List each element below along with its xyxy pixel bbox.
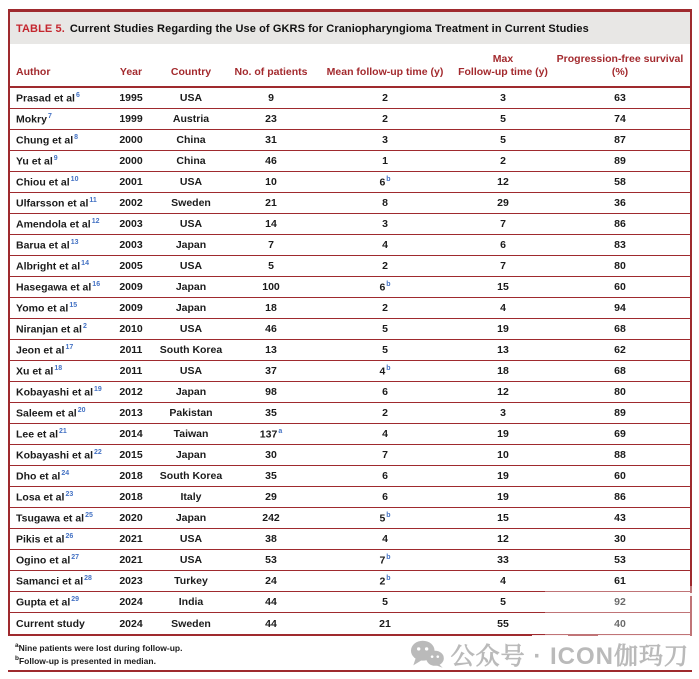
cell-pfs: 86 xyxy=(614,491,626,503)
table-row xyxy=(10,529,690,550)
cell-author: Lee et $al^{21}$ xyxy=(16,427,67,441)
table-row xyxy=(10,172,690,193)
cell-author: Chung et $al^8$ xyxy=(16,133,79,147)
cell-author: Samanci et $al^{28}$ xyxy=(16,574,92,588)
reference-superscript: 8 xyxy=(74,133,79,141)
table-header-row xyxy=(10,44,690,88)
cell-patients: 24 xyxy=(265,575,277,587)
cell-author: Xu et $al^{18}$ xyxy=(16,364,63,378)
table-row xyxy=(10,508,690,529)
cell-country: Sweden xyxy=(171,197,211,209)
cell-pfs: 94 xyxy=(614,302,626,314)
cell-country: Japan xyxy=(175,239,207,251)
cell-mean-followup: 6 xyxy=(382,386,388,398)
table-row xyxy=(10,613,690,634)
cell-author: Kobayashi et $al^{19}$ xyxy=(16,385,102,399)
cell-year: 2002 xyxy=(119,197,143,209)
cell-country: Taiwan xyxy=(173,428,209,440)
cell-year: 2021 xyxy=(119,533,143,545)
cell-mean-followup: 1 xyxy=(382,155,388,167)
reference-superscript: 24 xyxy=(61,469,70,477)
cell-mean-followup: 6 xyxy=(382,470,388,482)
cell-pfs: 62 xyxy=(614,344,626,356)
table-row xyxy=(10,298,690,319)
reference-superscript: 2 xyxy=(82,322,87,330)
table-row xyxy=(10,445,690,466)
reference-superscript: 27 xyxy=(71,553,80,561)
reference-superscript: 12 xyxy=(91,217,100,225)
cell-year: 2010 xyxy=(119,323,143,335)
cell-mean-followup: 6$^b$ xyxy=(379,280,391,294)
cell-pfs: 74 xyxy=(614,113,626,125)
cell-pfs: 43 xyxy=(614,512,626,524)
cell-author: Barua et $al^{13}$ xyxy=(16,238,79,252)
cell-pfs: 88 xyxy=(614,449,626,461)
cell-pfs: 30 xyxy=(614,533,626,545)
cell-mean-followup: 2 xyxy=(382,407,388,419)
cell-pfs: 69 xyxy=(614,428,626,440)
cell-max-followup: 55 xyxy=(497,617,509,630)
cell-patients: 46 xyxy=(265,155,277,167)
cell-mean-followup: 7$^b$ xyxy=(379,553,391,567)
cell-max-followup: 15 xyxy=(497,281,509,293)
footnote-b-superscript: b xyxy=(386,574,391,582)
cell-patients: 38 xyxy=(265,533,277,545)
table-row xyxy=(10,382,690,403)
cell-country: USA xyxy=(179,92,203,104)
cell-patients: 37 xyxy=(265,365,277,377)
cell-country: Japan xyxy=(175,302,207,314)
table-number: TABLE 5. xyxy=(16,23,65,35)
cell-year: 2012 xyxy=(119,386,143,398)
cell-patients: 13 xyxy=(265,344,277,356)
reference-superscript: 14 xyxy=(81,259,89,267)
cell-author: Saleem et $al^{20}$ xyxy=(16,406,86,420)
cell-pfs: 58 xyxy=(614,176,626,188)
cell-max-followup: 19 xyxy=(497,491,509,503)
cell-patients: 100 xyxy=(262,281,280,293)
cell-country: USA xyxy=(179,218,203,230)
cell-mean-followup: 3 xyxy=(382,134,388,146)
cell-author: Pikis et $al^{26}$ xyxy=(16,532,74,546)
cell-patients: 18 xyxy=(265,302,277,314)
table-row xyxy=(10,340,690,361)
footnote-a-superscript: a xyxy=(278,427,283,435)
cell-author: Dho et $al^{24}$ xyxy=(16,469,70,483)
reference-superscript: 22 xyxy=(94,448,102,456)
cell-author: Mokry$^7$ xyxy=(16,112,52,126)
reference-superscript: 20 xyxy=(77,406,86,414)
reference-superscript: 15 xyxy=(69,301,78,309)
cell-mean-followup: 2 xyxy=(382,302,388,314)
cell-max-followup: 4 xyxy=(500,575,506,587)
cell-country: Italy xyxy=(180,491,202,503)
cell-mean-followup: 6$^b$ xyxy=(379,175,391,189)
cell-max-followup: 19 xyxy=(497,428,509,440)
table-row xyxy=(10,256,690,277)
cell-author: Current study xyxy=(16,617,85,630)
cell-year: 2001 xyxy=(119,176,143,188)
cell-mean-followup: 2 xyxy=(382,92,388,104)
cell-country: Sweden xyxy=(171,617,211,630)
cell-country: South Korea xyxy=(159,344,223,356)
cell-mean-followup: 4 xyxy=(382,533,388,545)
table-row xyxy=(10,403,690,424)
cell-year: 2020 xyxy=(119,512,143,524)
cell-mean-followup: 4$^b$ xyxy=(379,364,391,378)
table-row xyxy=(10,487,690,508)
cell-max-followup: 12 xyxy=(497,533,509,545)
cell-mean-followup: 5$^b$ xyxy=(379,511,391,525)
cell-max-followup: 5 xyxy=(500,596,506,608)
cell-country: India xyxy=(178,596,204,608)
cell-country: Japan xyxy=(175,449,207,461)
table-row xyxy=(10,571,690,592)
cell-pfs: 60 xyxy=(614,281,626,293)
cell-author: Prasad et $al^6$ xyxy=(16,91,80,105)
table-row xyxy=(10,466,690,487)
cell-author: Ulfarsson et $al^{11}$ xyxy=(16,196,97,210)
cell-patients: 242 xyxy=(262,512,280,524)
cell-patients: 31 xyxy=(265,134,277,146)
reference-superscript: 9 xyxy=(53,154,58,162)
cell-country: China xyxy=(176,155,206,167)
cell-year: 2011 xyxy=(119,365,143,377)
cell-max-followup: 12 xyxy=(497,176,509,188)
cell-year: 2014 xyxy=(119,428,143,440)
cell-pfs: 86 xyxy=(614,218,626,230)
cell-pfs: 53 xyxy=(614,554,626,566)
cell-max-followup: 4 xyxy=(500,302,506,314)
table-body xyxy=(10,88,690,634)
cell-country: USA xyxy=(179,554,203,566)
footnote-b: $^b$Follow-up is presented in median. xyxy=(15,655,156,666)
cell-pfs: 60 xyxy=(614,470,626,482)
cell-max-followup: 5 xyxy=(500,134,506,146)
cell-country: Turkey xyxy=(174,575,208,587)
cell-max-followup: 7 xyxy=(500,260,506,272)
cell-patients: 9 xyxy=(268,92,274,104)
cell-pfs: 61 xyxy=(614,575,626,587)
cell-mean-followup: 5 xyxy=(382,344,388,356)
cell-country: USA xyxy=(179,365,203,377)
cell-country: Pakistan xyxy=(169,407,213,419)
cell-year: 2021 xyxy=(119,554,143,566)
cell-max-followup: 10 xyxy=(497,449,509,461)
col-header-mean-followup: Mean follow-up time (y) xyxy=(326,66,444,79)
table-row xyxy=(10,319,690,340)
table-row xyxy=(10,592,690,613)
cell-country: South Korea xyxy=(159,470,223,482)
cell-max-followup: 13 xyxy=(497,344,509,356)
cell-pfs: 80 xyxy=(614,260,626,272)
cell-max-followup: 18 xyxy=(497,365,509,377)
table-title xyxy=(10,12,690,44)
cell-year: 2013 xyxy=(119,407,143,419)
cell-patients: 137$^a$ xyxy=(259,427,283,441)
col-header-pfs: Progression-free survival (%) xyxy=(556,52,684,79)
cell-year: 2000 xyxy=(119,134,143,146)
cell-year: 2005 xyxy=(119,260,143,272)
cell-country: Japan xyxy=(175,281,207,293)
cell-mean-followup: 21 xyxy=(379,617,391,630)
cell-patients: 14 xyxy=(265,218,277,230)
table-5-card xyxy=(8,9,692,672)
footnote-a: $^a$Nine patients were lost during follow-up. xyxy=(15,642,183,653)
cell-max-followup: 12 xyxy=(497,386,509,398)
reference-superscript: 21 xyxy=(59,427,67,435)
cell-author: Yomo et $al^{15}$ xyxy=(16,301,78,315)
cell-patients: 35 xyxy=(265,470,277,482)
cell-pfs: 89 xyxy=(614,407,626,419)
cell-max-followup: 33 xyxy=(497,554,509,566)
table-row xyxy=(10,151,690,172)
col-header-max-followup xyxy=(456,53,550,80)
footnote-b-superscript: b xyxy=(386,280,391,288)
col-header-author: Author xyxy=(16,66,51,79)
cell-patients: 98 xyxy=(265,386,277,398)
cell-mean-followup: 2 xyxy=(382,113,388,125)
cell-author: Ogino et $al^{27}$ xyxy=(16,553,80,567)
cell-patients: 44 xyxy=(265,596,277,608)
cell-year: 2018 xyxy=(119,491,143,503)
cell-mean-followup: 5 xyxy=(382,323,388,335)
cell-pfs: 89 xyxy=(614,155,626,167)
col-header-patients: No. of patients xyxy=(234,66,308,79)
cell-year: 2009 xyxy=(119,302,143,314)
reference-superscript: 11 xyxy=(89,196,97,204)
cell-patients: 29 xyxy=(265,491,277,503)
cell-pfs: 40 xyxy=(614,617,626,630)
cell-mean-followup: 2 xyxy=(382,260,388,272)
col-header-max-line2: Follow-up time (y) xyxy=(458,66,548,79)
cell-patients: 30 xyxy=(265,449,277,461)
wechat-icon xyxy=(410,639,444,669)
cell-mean-followup: 3 xyxy=(382,218,388,230)
cell-max-followup: 19 xyxy=(497,323,509,335)
table-row xyxy=(10,130,690,151)
cell-year: 1999 xyxy=(119,113,143,125)
cell-max-followup: 5 xyxy=(500,113,506,125)
footnote-b-superscript: b xyxy=(386,553,391,561)
cell-year: 2009 xyxy=(119,281,143,293)
cell-author: Albright et $al^{14}$ xyxy=(16,259,89,273)
cell-pfs: 36 xyxy=(614,197,626,209)
cell-country: China xyxy=(176,134,206,146)
cell-patients: 53 xyxy=(265,554,277,566)
cell-year: 2015 xyxy=(119,449,143,461)
cell-mean-followup: 5 xyxy=(382,596,388,608)
reference-superscript: 6 xyxy=(75,91,80,99)
reference-superscript: 28 xyxy=(84,574,92,582)
table-row xyxy=(10,361,690,382)
reference-superscript: 29 xyxy=(71,595,80,603)
cell-year: 2003 xyxy=(119,239,143,251)
footnote-b-superscript: b xyxy=(386,511,391,519)
cell-patients: 7 xyxy=(268,239,274,251)
cell-year: 2024 xyxy=(119,596,143,608)
reference-superscript: 18 xyxy=(54,364,63,372)
cell-author: Yu et $al^9$ xyxy=(16,154,58,168)
cell-max-followup: 3 xyxy=(500,92,506,104)
col-header-max-line1: Max xyxy=(492,52,514,65)
cell-mean-followup: 4 xyxy=(382,428,388,440)
reference-superscript: 10 xyxy=(70,175,79,183)
cell-country: Japan xyxy=(175,512,207,524)
watermark xyxy=(410,636,689,671)
cell-pfs: 68 xyxy=(614,365,626,377)
reference-superscript: 13 xyxy=(70,238,79,246)
cell-pfs: 63 xyxy=(614,92,626,104)
cell-author: Hasegawa et $al^{16}$ xyxy=(16,280,101,294)
cell-author: Amendola et $al^{12}$ xyxy=(16,217,100,231)
cell-country: USA xyxy=(179,176,203,188)
table-row xyxy=(10,88,690,109)
table-title-text: Current Studies Regarding the Use of GKRS for Craniopharyngioma Treatment in Current Studies xyxy=(69,23,589,35)
table-row xyxy=(10,550,690,571)
cell-year: 2024 xyxy=(119,617,143,630)
cell-max-followup: 2 xyxy=(500,155,506,167)
cell-year: 2011 xyxy=(119,344,143,356)
cell-year: 2023 xyxy=(119,575,143,587)
reference-superscript: 26 xyxy=(65,532,74,540)
cell-max-followup: 7 xyxy=(500,218,506,230)
cell-author: Jeon et $al^{17}$ xyxy=(16,343,74,357)
cell-patients: 23 xyxy=(265,113,277,125)
cell-country: Japan xyxy=(175,386,207,398)
cell-max-followup: 3 xyxy=(500,407,506,419)
footnote-b-superscript: b xyxy=(386,175,391,183)
reference-superscript: 16 xyxy=(92,280,101,288)
cell-year: 2018 xyxy=(119,470,143,482)
cell-country: USA xyxy=(179,323,203,335)
cell-pfs: 87 xyxy=(614,134,626,146)
cell-patients: 21 xyxy=(265,197,277,209)
cell-max-followup: 15 xyxy=(497,512,509,524)
reference-superscript: 19 xyxy=(94,385,102,393)
reference-superscript: 25 xyxy=(85,511,93,519)
cell-country: USA xyxy=(179,260,203,272)
watermark-text: 公众号 · ICON伽玛刀 xyxy=(450,643,689,670)
cell-country: USA xyxy=(179,533,203,545)
cell-year: 1995 xyxy=(119,92,143,104)
cell-pfs: 80 xyxy=(614,386,626,398)
table-row xyxy=(10,109,690,130)
cell-patients: 46 xyxy=(265,323,277,335)
reference-superscript: 7 xyxy=(47,112,52,120)
cell-mean-followup: 8 xyxy=(382,197,388,209)
table-row xyxy=(10,193,690,214)
table-row xyxy=(10,277,690,298)
table-row xyxy=(10,235,690,256)
table-row xyxy=(10,214,690,235)
cell-patients: 44 xyxy=(265,617,277,630)
cell-mean-followup: 4 xyxy=(382,239,388,251)
cell-pfs: 92 xyxy=(614,596,626,608)
cell-year: 2000 xyxy=(119,155,143,167)
cell-author: Chiou et $al^{10}$ xyxy=(16,175,79,189)
cell-author: Gupta et $al^{29}$ xyxy=(16,595,80,609)
cell-max-followup: 6 xyxy=(500,239,506,251)
cell-pfs: 68 xyxy=(614,323,626,335)
cell-mean-followup: 6 xyxy=(382,491,388,503)
cell-patients: 35 xyxy=(265,407,277,419)
cell-author: Tsugawa et $al^{25}$ xyxy=(16,511,93,525)
reference-superscript: 17 xyxy=(65,343,74,351)
footnote-b-superscript: b xyxy=(386,364,391,372)
table-box xyxy=(8,9,692,636)
table-row xyxy=(10,424,690,445)
cell-country: Austria xyxy=(172,113,210,125)
cell-patients: 10 xyxy=(265,176,277,188)
cell-author: Niranjan et $al^2$ xyxy=(16,322,87,336)
reference-superscript: 23 xyxy=(65,490,74,498)
cell-max-followup: 19 xyxy=(497,470,509,482)
cell-mean-followup: 7 xyxy=(382,449,388,461)
cell-patients: 5 xyxy=(268,260,274,272)
cell-max-followup: 29 xyxy=(497,197,509,209)
col-header-country: Country xyxy=(170,66,212,79)
col-header-year: Year xyxy=(119,66,143,79)
cell-author: Losa et $al^{23}$ xyxy=(16,490,74,504)
cell-author: Kobayashi et $al^{22}$ xyxy=(16,448,102,462)
cell-mean-followup: 2$^b$ xyxy=(379,574,391,588)
cell-pfs: 83 xyxy=(614,239,626,251)
cell-year: 2003 xyxy=(119,218,143,230)
